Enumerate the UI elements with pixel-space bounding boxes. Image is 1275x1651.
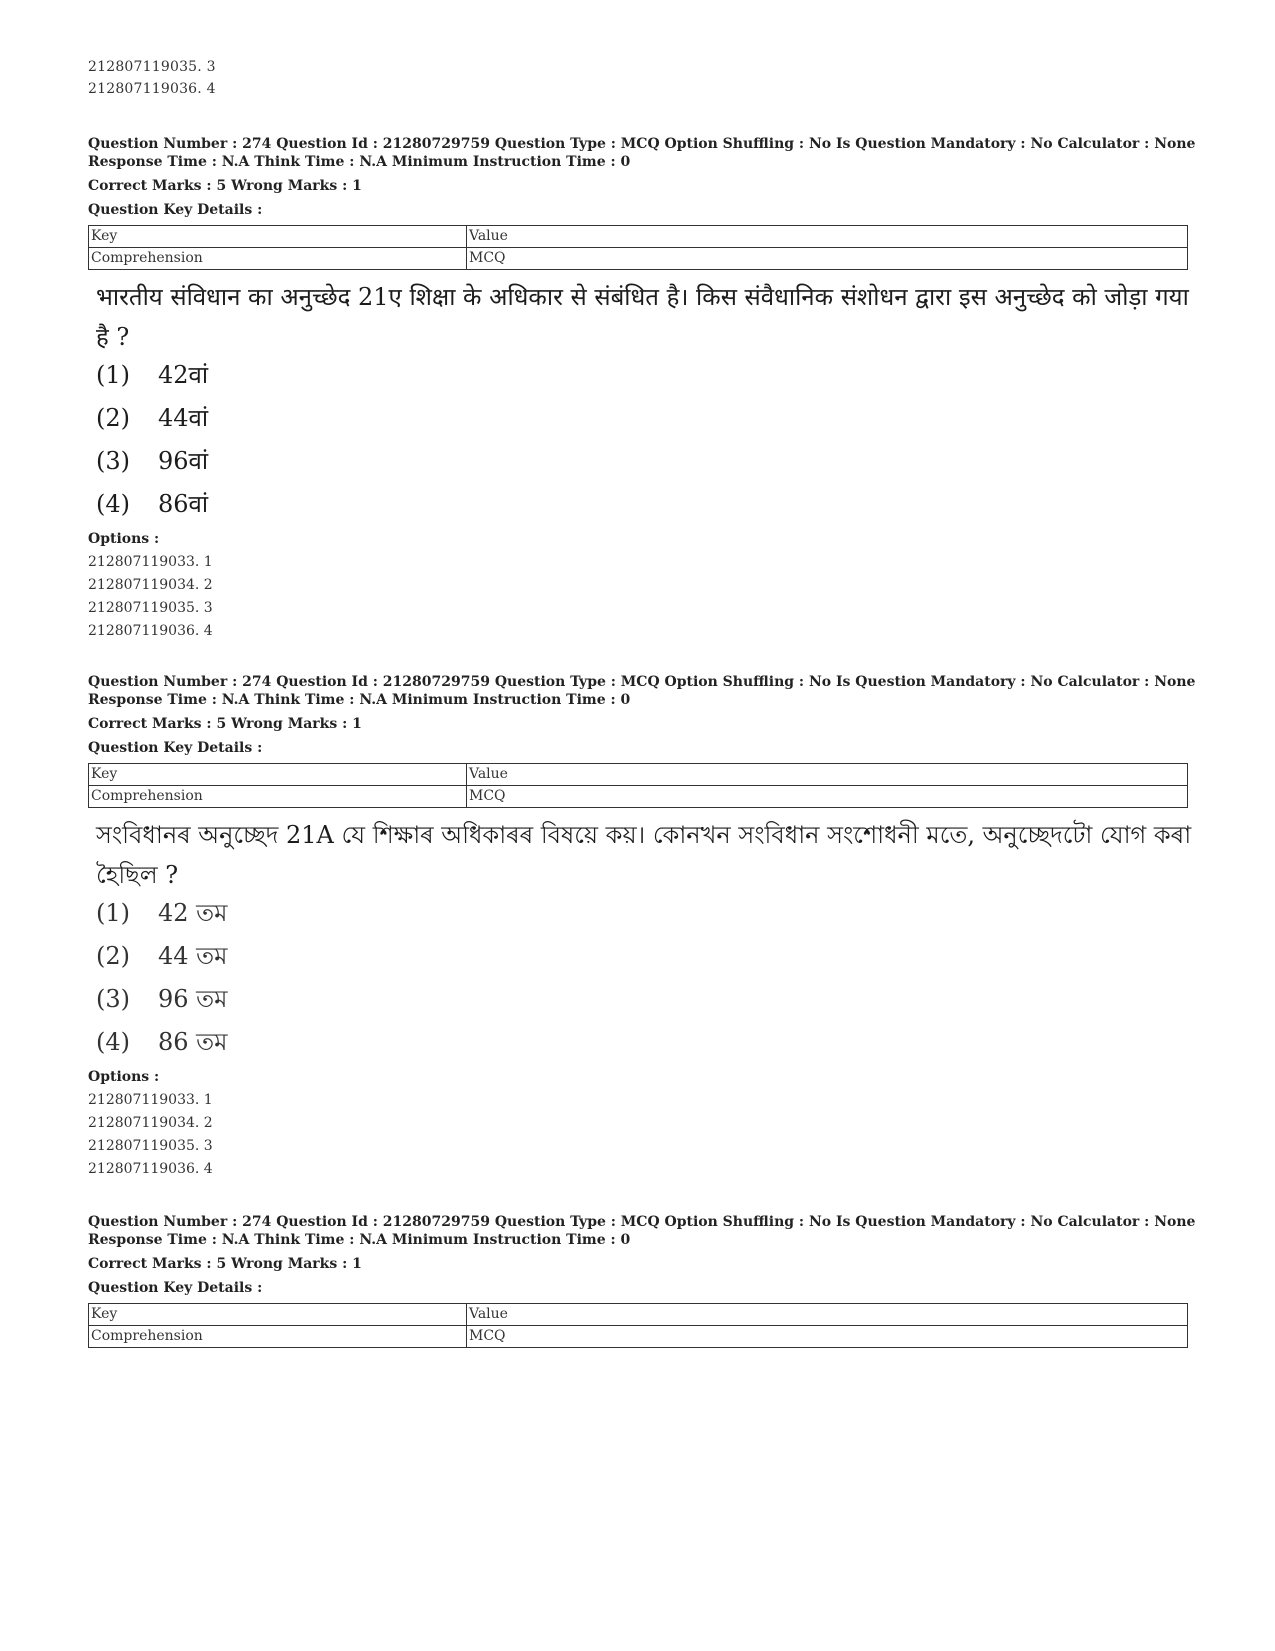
meta-line-1: Question Number : 274 Question Id : 21280729759 Question Type : MCQ Option Shuffling : No Is Question Mandatory : No Calculator : None [88, 1214, 1196, 1230]
table-cell-value: MCQ [467, 786, 1188, 808]
option-item [96, 941, 228, 971]
option-id-line: 212807119036. 4 [88, 1161, 213, 1177]
key-details-label: Question Key Details : [88, 202, 263, 218]
table-header-key: Key [89, 764, 467, 786]
option-text: 86 তম [158, 1028, 228, 1056]
option-number: (4) [96, 1028, 130, 1056]
option-number: (1) [96, 899, 130, 927]
table-header-value: Value [467, 226, 1188, 248]
option-id-line: 212807119034. 2 [88, 1115, 213, 1131]
question-key-table [88, 763, 1188, 808]
meta-line-1: Question Number : 274 Question Id : 21280729759 Question Type : MCQ Option Shuffling : No Is Question Mandatory : No Calculator : None [88, 674, 1196, 690]
key-details-label: Question Key Details : [88, 740, 263, 756]
meta-line-2: Response Time : N.A Think Time : N.A Minimum Instruction Time : 0 [88, 154, 631, 170]
question-meta [88, 1213, 1196, 1297]
option-id-line: 212807119034. 2 [88, 577, 213, 593]
option-id-line: 212807119036. 4 [88, 81, 216, 97]
option-id-line: 212807119036. 4 [88, 623, 213, 639]
table-header-value: Value [467, 1304, 1188, 1326]
key-details-label: Question Key Details : [88, 1280, 263, 1296]
question-meta-block [88, 135, 1196, 270]
option-number: (2) [96, 942, 130, 970]
marks-line: Correct Marks : 5 Wrong Marks : 1 [88, 178, 362, 194]
question-text: সংবিধানৰ অনুচ্ছেদ 21A যে শিক্ষাৰ অধিকাৰৰ বিষয়ে কয়। কোনখন সংবিধান সংশোধনী মতে, অনুচ্ছেদটো যোগ কৰা হৈছিল ? [96, 821, 1192, 889]
meta-line-1: Question Number : 274 Question Id : 21280729759 Question Type : MCQ Option Shuffling : No Is Question Mandatory : No Calculator : None [88, 136, 1196, 152]
option-item [96, 1027, 228, 1057]
question-key-table [88, 225, 1188, 270]
table-cell-value: MCQ [467, 248, 1188, 270]
option-number: (3) [96, 985, 130, 1013]
marks-line: Correct Marks : 5 Wrong Marks : 1 [88, 1256, 362, 1272]
table-header-key: Key [89, 1304, 467, 1326]
table-cell-value: MCQ [467, 1326, 1188, 1348]
question-meta-block [88, 673, 1196, 808]
meta-line-2: Response Time : N.A Think Time : N.A Minimum Instruction Time : 0 [88, 1232, 631, 1248]
question-text: भारतीय संविधान का अनुच्छेद 21ए शिक्षा के अधिकार से संबंधित है। किस संवैधानिक संशोधन द्वारा इस अनुच्छेद को जोड़ा गया है ? [96, 283, 1189, 351]
option-item [96, 403, 208, 433]
option-id-line: 212807119035. 3 [88, 600, 213, 616]
question-meta [88, 673, 1196, 757]
option-text: 42वां [158, 361, 209, 389]
option-id-line: 212807119033. 1 [88, 1092, 213, 1108]
option-id-line: 212807119035. 3 [88, 59, 216, 75]
option-item [96, 898, 228, 928]
table-header-key: Key [89, 226, 467, 248]
option-text: 86वां [158, 490, 209, 518]
marks-line: Correct Marks : 5 Wrong Marks : 1 [88, 716, 362, 732]
option-text: 44वां [158, 404, 209, 432]
table-cell-key: Comprehension [89, 1326, 467, 1348]
option-text: 44 তম [158, 942, 228, 970]
option-number: (1) [96, 361, 130, 389]
option-item [96, 446, 208, 476]
option-item [96, 489, 208, 519]
option-item [96, 360, 208, 390]
option-number: (3) [96, 447, 130, 475]
table-cell-key: Comprehension [89, 248, 467, 270]
options-label: Options : [88, 531, 160, 547]
options-label: Options : [88, 1069, 160, 1085]
question-meta-block [88, 1213, 1196, 1348]
table-header-value: Value [467, 764, 1188, 786]
option-text: 96 তম [158, 985, 228, 1013]
option-id-line: 212807119033. 1 [88, 554, 213, 570]
option-text: 96वां [158, 447, 209, 475]
option-number: (2) [96, 404, 130, 432]
option-id-line: 212807119035. 3 [88, 1138, 213, 1154]
option-item [96, 984, 228, 1014]
table-cell-key: Comprehension [89, 786, 467, 808]
option-text: 42 তম [158, 899, 228, 927]
option-number: (4) [96, 490, 130, 518]
question-meta [88, 135, 1196, 219]
question-key-table [88, 1303, 1188, 1348]
meta-line-2: Response Time : N.A Think Time : N.A Minimum Instruction Time : 0 [88, 692, 631, 708]
